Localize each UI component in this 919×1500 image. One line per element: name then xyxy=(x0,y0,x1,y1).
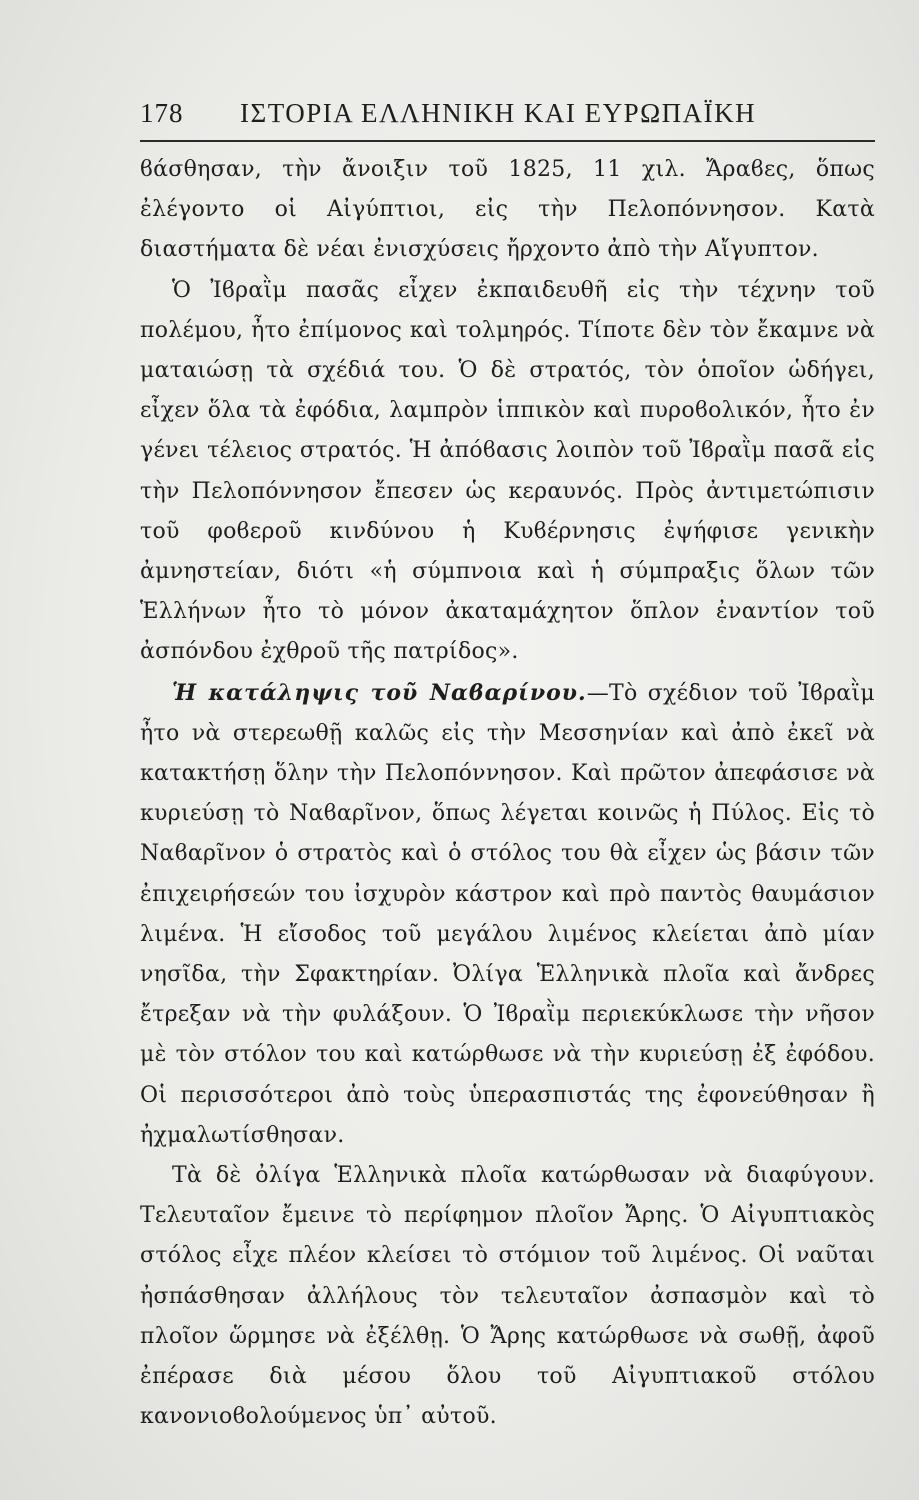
paragraph: Ὁ Ἰϐραῒμ πασᾶς εἶχεν ἐκπαιδευθῆ εἰς τὴν τέχνην τοῦ πολέμου, ἦτο ἐπίμονος καὶ τολμηρός. Τίποτε δὲν τὸν ἔκαμνε νὰ ματαιώσῃ τὰ σχέδιά του. Ὁ δὲ στρατός, τὸν ὁποῖον ὡδήγει, εἶχεν ὅλα τὰ ἐφόδια, λαμπρὸν ἱππικὸν καὶ πυροϐολικόν, ἦτο ἐν γένει τέλειος στρατός. Ἡ ἀπόϐασις λοιπὸν τοῦ Ἰϐραῒμ πασᾶ εἰς τὴν Πελοπόννησον ἔπεσεν ὡς κεραυνός. Πρὸς ἀντιμετώπισιν τοῦ φοϐεροῦ κινδύνου ἡ Κυϐέρνησις ἐψήφισε γενικὴν ἀμνηστείαν, διότι «ἡ σύμπνοια καὶ ἡ σύμπραξις ὅλων τῶν Ἑλλήνων ἦτο τὸ μόνον ἀκαταμάχητον ὅπλον ἐναντίον τοῦ ἀσπόνδου ἐχθροῦ τῆς πατρίδος». xyxy=(140,277,875,665)
section-paragraph xyxy=(140,673,875,1156)
page-header xyxy=(140,92,875,142)
page-number: 178 xyxy=(140,98,184,128)
section-heading: Ἡ κατάληψις τοῦ Ναϐαρίνου. xyxy=(172,679,587,706)
paragraph: ϐάσθησαν, τὴν ἄνοιξιν τοῦ 1825, 11 χιλ. Ἄραϐες, ὅπως ἐλέγοντο οἱ Αἰγύπτιοι, εἰς τὴν Πελοπόννησον. Κατὰ διαστήματα δὲ νέαι ἐνισχύσεις ἤρχοντο ἀπὸ τὴν Αἴγυπτον. xyxy=(140,157,875,263)
running-title: ΙΣΤΟΡΙΑ ΕΛΛΗΝΙΚΗ ΚΑΙ ΕΥΡΩΠΑΪΚΗ xyxy=(240,98,757,128)
paragraph: Τὰ δὲ ὀλίγα Ἑλληνικὰ πλοῖα κατώρθωσαν νὰ διαφύγουν. Τελευταῖον ἔμεινε τὸ περίφημον πλοῖον Ἄρης. Ὁ Αἰγυπτιακὸς στόλος εἶχε πλέον κλείσει τὸ στόμιον τοῦ λιμένος. Οἱ ναῦται ἠσπάσθησαν ἀλλήλους τὸν τελευταῖον ἀσπασμὸν καὶ τὸ πλοῖον ὥρμησε νὰ ἐξέλθῃ. Ὁ Ἄρης κατώρθωσε νὰ σωθῇ, ἀφοῦ ἐπέρασε διὰ μέσου ὅλου τοῦ Αἰγυπτιακοῦ στόλου κανονιοϐολούμενος ὑπ᾽ αὐτοῦ. xyxy=(140,1163,875,1430)
page-body xyxy=(140,150,875,1438)
paragraph-text: —Τὸ σχέδιον τοῦ Ἰϐραῒμ ἦτο νὰ στερεωθῇ καλῶς εἰς τὴν Μεσσηνίαν καὶ ἀπὸ ἐκεῖ νὰ κατακτήσῃ ὅλην τὴν Πελοπόννησον. Καὶ πρῶτον ἀπεφάσισε νὰ κυριεύσῃ τὸ Ναϐαρῖνον, ὅπως λέγεται κοινῶς ἡ Πύλος. Εἰς τὸ Ναϐαρῖνον ὁ στρατὸς καὶ ὁ στόλος του θὰ εἶχεν ὡς βάσιν τῶν ἐπιχειρήσεών του ἰσχυρὸν κάστρον καὶ πρὸ παντὸς θαυμάσιον λιμένα. Ἡ εἴσοδος τοῦ μεγάλου λιμένος κλείεται ἀπὸ μίαν νησῖδα, τὴν Σφακτηρίαν. Ὀλίγα Ἑλληνικὰ πλοῖα καὶ ἄνδρες ἔτρεξαν νὰ τὴν φυλάξουν. Ὁ Ἰϐραῒμ περιεκύκλωσε τὴν νῆσον μὲ τὸν στόλον του καὶ κατώρθωσε νὰ τὴν κυριεύσῃ ἐξ ἐφόδου. Οἱ περισσότεροι ἀπὸ τοὺς ὑπερασπιστάς της ἐφονεύθησαν ἢ ἠχμαλωτίσθησαν. xyxy=(140,680,875,1148)
